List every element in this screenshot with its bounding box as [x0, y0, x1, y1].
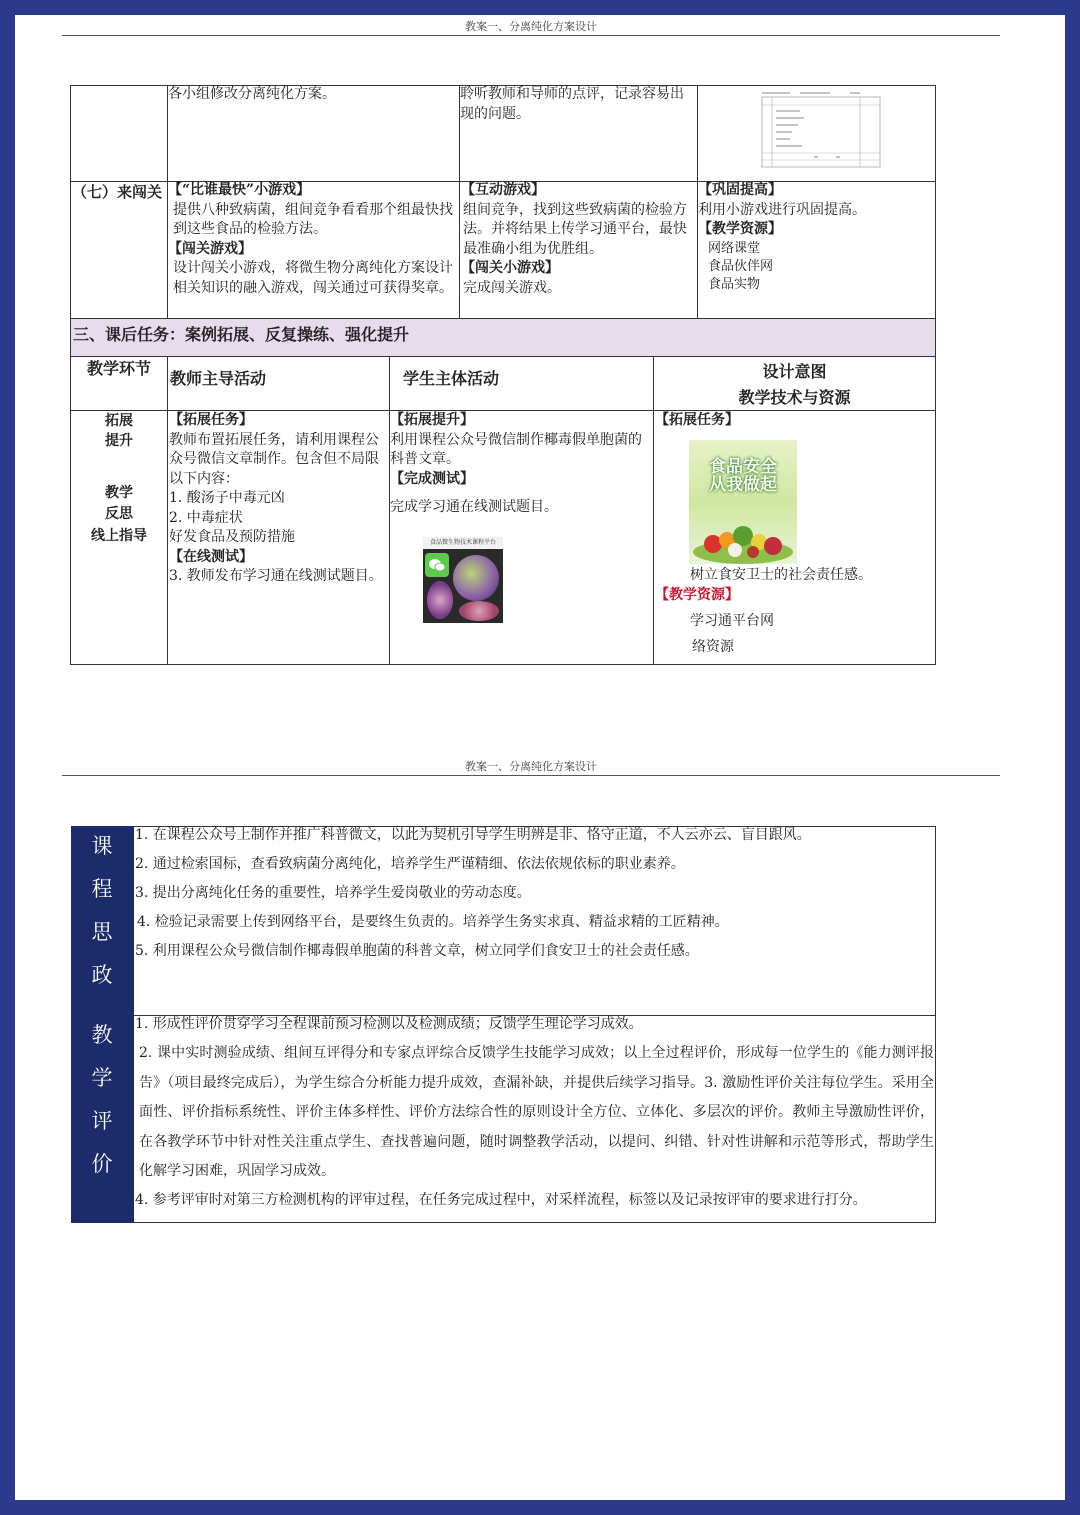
row-b-design: 【巩固提高】 利用小游戏进行巩固提高。 【教学资源】 网络课堂 食品伙伴网 食品实物	[698, 182, 866, 292]
s3-design-p1: 树立食安卫士的社会责任感。	[690, 567, 872, 583]
row-a-teacher: 各小组修改分离纯化方案。	[168, 86, 336, 102]
evaluation-item-2: 2. 课中实时测验成绩、组间互评得分和专家点评综合反馈学生技能学习成效；以上全过程评价，形成每一位学生的《能力测评报告》（项目最终完成后），为学生综合分析能力提升成效，查漏补缺，并提供后续学习指导。3. 激励性评价关注每位学生。采用全面性、评价指标系统性、评价主体多样性、评价方法综合性的原则设计全方位、立体化、多层次的评价。教师主导激励性评价，在各教学环节中针对性关注重点学生、查找普遍问题，随时调整教学活动，以提问、纠错、针对性讲解和示范等形式，帮助学生化解学习困难，巩固学习成效。	[139, 1045, 934, 1179]
wechat-platform-screenshot: 食品微生物技术课程平台	[423, 537, 503, 623]
row-b-teacher: 【“比谁最快”小游戏】 提供八种致病菌，组间竞争看看那个组最快找到这些食品的检验方法。 【闯关游戏】 设计闯关小游戏，将微生物分离纯化方案设计相关知识的融入游戏，闯关通过可获得奖章。	[168, 182, 453, 296]
ideology-item-5: 5. 利用课程公众号微信制作椰毒假单胞菌的科普文章，树立同学们食安卫士的社会责任感。	[135, 943, 699, 959]
header-rule-2	[62, 775, 1000, 776]
stage-label-2: 提升	[105, 433, 133, 449]
stage-label-5: 线上指导	[91, 528, 147, 544]
col-header-design-2: 教学技术与资源	[738, 388, 851, 407]
row-a-student: 聆听教师和导师的点评，记录容易出现的问题。	[460, 86, 684, 122]
evaluation-label: 教 学 评 价	[71, 1015, 134, 1223]
food-safety-poster: 食品安全 从我做起	[689, 440, 797, 564]
col-header-stage: 教学环节	[86, 359, 151, 378]
evaluation-item-1: 1. 形成性评价贯穿学习全程课前预习检测以及检测成绩；反馈学生理论学习成效。	[135, 1016, 643, 1032]
ideology-item-2: 2. 通过检索国标，查看致病菌分离纯化，培养学生严谨精细、依法依规依标的职业素养。	[135, 856, 685, 872]
s3-design-h1: 【拓展任务】	[655, 412, 739, 428]
s3-design-res-2: 络资源	[692, 639, 734, 655]
evaluation-item-4: 4. 参考评审时对第三方检测机构的评审过程，在任务完成过程中，对采样流程，标签以及记录按评审的要求进行打分。	[135, 1192, 867, 1208]
row-b-stage: （七）来闯关	[72, 183, 163, 201]
col-header-student: 学生主体活动	[403, 369, 500, 388]
document-page	[15, 15, 1065, 1500]
ideology-item-4: 4. 检验记录需要上传到网络平台，是要终生负责的。培养学生务实求真、精益求精的工匠精神。	[137, 914, 729, 930]
s3-design-h2: 【教学资源】	[655, 587, 739, 603]
stage-label-3: 教学	[105, 485, 133, 501]
stage-label-4: 反思	[105, 506, 133, 522]
page-header: 教案一、分离纯化方案设计	[465, 20, 597, 33]
header-rule	[62, 35, 1000, 36]
vegetables-illustration	[689, 512, 797, 564]
row-b-student: 【互动游戏】 组间竞争，找到这些致病菌的检验方法。并将结果上传学习通平台，最快最准确小组为优胜组。 【闯关小游戏】 完成闯关游戏。	[461, 182, 687, 296]
s3-design-res-1: 学习通平台网	[690, 613, 774, 629]
s3-student-cell: 【拓展提升】 利用课程公众号微信制作椰毒假单胞菌的科普文章。 【完成测试】 完成学习通在线测试题目。	[390, 412, 642, 515]
ideology-item-3: 3. 提出分离纯化任务的重要性，培养学生爱岗敬业的劳动态度。	[135, 885, 531, 901]
page-header-2: 教案一、分离纯化方案设计	[465, 760, 597, 773]
stage-label-1: 拓展	[105, 413, 133, 429]
section-title: 三、课后任务：案例拓展、反复操练、强化提升	[70, 318, 936, 357]
s3-teacher-cell: 【拓展任务】 教师布置拓展任务，请利用课程公众号微信文章制作。包含但不局限以下内容： 1. 酸汤子中毒元凶 2. 中毒症状 好发食品及预防措施 【在线测试】 3. 教师发布学习通在线测试题目。	[169, 412, 383, 584]
ideology-label: 课 程 思 政	[71, 826, 134, 1016]
wechat-icon	[425, 553, 449, 577]
col-header-teacher: 教师主导活动	[170, 369, 267, 388]
ideology-item-1: 1. 在课程公众号上制作并推广科普微文，以此为契机引导学生明辨是非、恪守正道，不人云亦云、盲目跟风。	[135, 827, 811, 843]
evaluation-form-thumbnail	[760, 87, 890, 175]
col-header-design-1: 设计意图	[762, 362, 827, 381]
